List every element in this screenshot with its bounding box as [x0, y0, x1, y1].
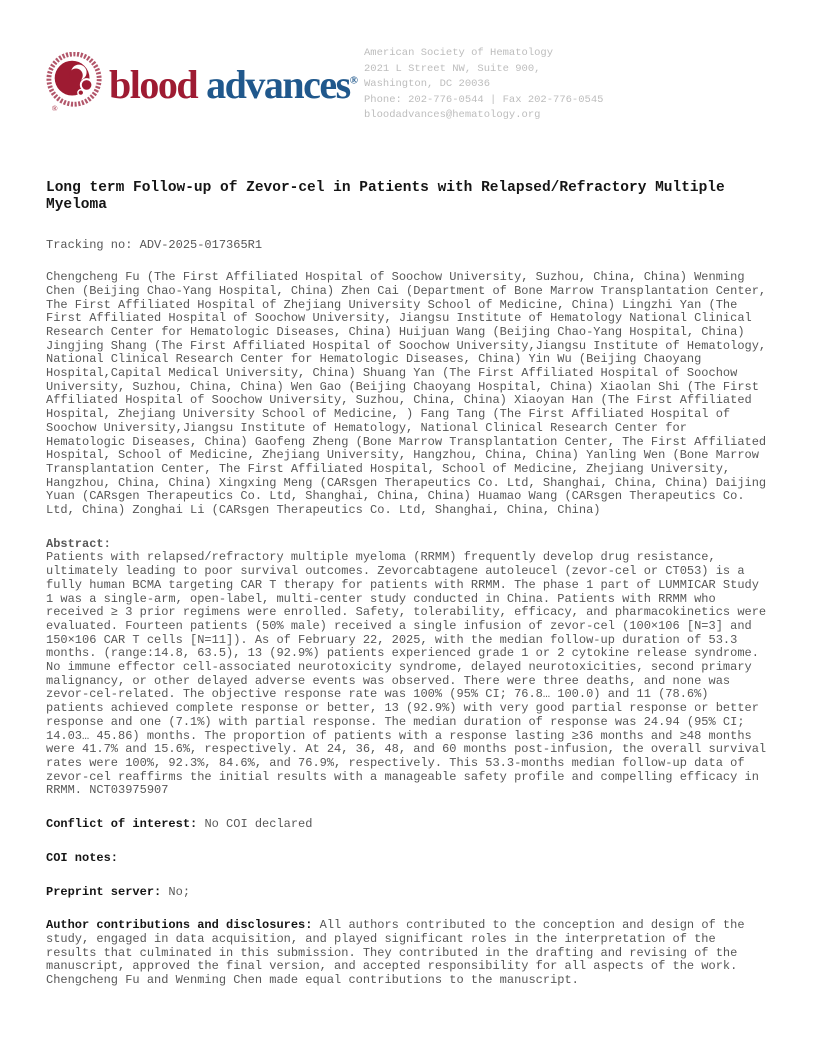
author-contributions-field — [46, 919, 772, 988]
conflict-of-interest-field — [46, 818, 772, 832]
address-line: American Society of Hematology — [364, 47, 554, 59]
journal-header — [46, 44, 772, 124]
address-line: Washington, DC 20036 — [364, 78, 491, 90]
manuscript-title: Long term Follow-up of Zevor-cel in Patients with Relapsed/Refractory Multiple Myeloma — [46, 179, 725, 213]
publisher-address-block — [364, 46, 603, 124]
registered-trademark-symbol: ® — [349, 74, 358, 87]
tracking-label: Tracking no: — [46, 237, 133, 252]
preprint-server-label: Preprint server: — [46, 884, 162, 899]
preprint-server-value: No; — [168, 884, 191, 899]
abstract-section — [46, 538, 772, 798]
author-contributions-value: All authors contributed to the conception and design of the study, engaged in data acquisition, and played significant roles in the interpretation of the results that culminated in this submission. They contributed in the drafting and revising of the manuscript, approved the final version, and accepted responsibility for all aspects of the work. Chengcheng Fu and Wenming Chen made equal contributions to the manuscript. — [46, 918, 745, 988]
abstract-label: Abstract: — [46, 536, 111, 551]
author-affiliation-list: Chengcheng Fu (The First Affiliated Hospital of Soochow University, Suzhou, China, China) Wenming Chen (Beijing Chao-Yang Hospital, China) Zhen Cai (Department of Bone Marrow Transplantation Center, The First Affiliated Hospital of Zhejiang University School of Medicine, China) Lingzhi Yan (The First Affiliated Hospital of Soochow University, Jiangsu Institute of Hematology National Clinical Research Center for Hematologic Diseases, China) Huijuan Wang (Beijing Chao-Yang Hospital, China) Jingjing Shang (The First Affiliated Hospital of Soochow University,Jiangsu Institute of Hematology, National Clinical Research Center for Hematologic Diseases, China) Yin Wu (Beijing Chaoyang Hospital,Capital Medical University, China) Shuang Yan (The First Affiliated Hospital of Soochow University, Suzhou, China, China) Wen Gao (Beijing Chaoyang Hospital, China) Xiaolan Shi (The First Affiliated Hospital of Soochow University, Suzhou, China, China) Xiaoyan Han (The First Affiliated Hospital, Zhejiang University School of Medicine, ) Fang Tang (The First Affiliated Hospital of Soochow University,Jiangsu Institute of Hematology, National Clinical Research Center for Hematologic Diseases, China) Gaofeng Zheng (Bone Marrow Transplantation Center, The First Affiliated Hospital, School of Medicine, Zhejiang University, Hangzhou, China, China) Yanling Wen (Bone Marrow Transplantation Center, The First Affiliated Hospital, School of Medicine, Zhejiang University, Hangzhou, China, China) Xingxing Meng (CARsgen Therapeutics Co. Ltd, Shanghai, China, China) Daijing Yuan (CARsgen Therapeutics Co. Ltd, Shanghai, China, China) Huamao Wang (CARsgen Therapeutics Co. Ltd, China) Zonghai Li (CARsgen Therapeutics Co. Ltd, Shanghai, China, China) — [46, 270, 767, 518]
blood-advances-logo — [46, 52, 358, 117]
abstract-body: Patients with relapsed/refractory multiple myeloma (RRMM) frequently develop drug resistance, ultimately leading to poor survival outcomes. Zevorcabtagene autoleucel (zevor-cel or CT053) is a fully human BCMA targeting CAR T therapy for patients with RRMM. The phase 1 part of LUMMICAR Study 1 was a single-arm, open-label, multi-center study conducted in China. Patients with RRMM who received ≥ 3 prior regimens were enrolled. Safety, tolerability, efficacy, and pharmacokinetics were evaluated. Fourteen patients (50% male) received a single infusion of zevor-cel (100×106 [N=3] and 150×106 CAR T cells [N=11]). As of February 22, 2025, with the median follow-up duration of 53.3 months. (range:14.8, 63.5), 13 (92.9%) patients experienced grade 1 or 2 cytokine release syndrome. No immune effector cell-associated neurotoxicity syndrome, delayed neurotoxicities, second primary malignancy, or other delayed adverse events was observed. There were three deaths, and none was zevor-cel-related. The objective response rate was 100% (95% CI; 76.8… 100.0) and 11 (78.6%) patients achieved complete response or better, 13 (92.9%) with very good partial response or better response and one (7.1%) with partial response. The median duration of response was 24.94 (95% CI; 14.03… 45.86) months. The proportion of patients with a response lasting ≥36 months and ≥48 months were 41.7% and 15.6%, respectively. At 24, 36, 48, and 60 months post-infusion, the overall survival rates were 100%, 92.3%, 84.6%, and 76.9%, respectively. This 53.3-months median follow-up data of zevor-cel reaffirms the initial results with a manageable safety profile and compelling efficacy in RRMM. NCT03975907 — [46, 550, 767, 798]
author-contributions-label: Author contributions and disclosures: — [46, 918, 313, 933]
logo-word-blood: blood — [109, 61, 198, 107]
address-line: bloodadvances@hematology.org — [364, 109, 541, 121]
tracking-number — [46, 239, 772, 253]
logo-wordmark — [109, 61, 358, 107]
logo-word-advances: advances — [206, 61, 350, 107]
svg-text:®: ® — [51, 104, 58, 112]
coi-notes-field — [46, 852, 772, 866]
preprint-server-field — [46, 886, 772, 900]
tracking-value: ADV-2025-017365R1 — [139, 237, 263, 252]
coi-notes-label: COI notes: — [46, 850, 119, 865]
address-line: Phone: 202-776-0544 | Fax 202-776-0545 — [364, 93, 604, 106]
conflict-of-interest-label: Conflict of interest: — [46, 817, 198, 832]
conflict-of-interest-value: No COI declared — [204, 817, 313, 832]
address-line: 2021 L Street NW, Suite 900, — [364, 62, 541, 75]
ash-blood-cell-icon — [46, 52, 104, 117]
